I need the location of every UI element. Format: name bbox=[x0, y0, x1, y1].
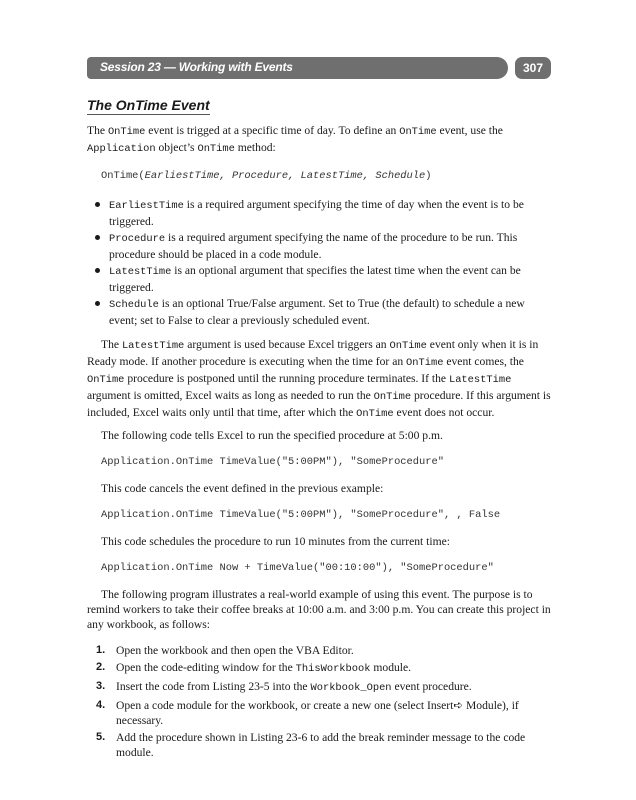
list-item: 1. Open the workbook and then open the VBA Editor. bbox=[96, 644, 354, 657]
list-item: 3. Insert the code from Listing 23-5 into the Workbook_Open event procedure. bbox=[96, 680, 472, 694]
code-intro-1: The following code tells Excel to run the specified procedure at 5:00 p.m. bbox=[101, 429, 443, 442]
bullet-icon bbox=[95, 235, 100, 240]
list-item: LatestTime is an optional argument that specifies the latest time when the event can be triggered. bbox=[87, 263, 551, 295]
page-body bbox=[87, 97, 551, 762]
section-title: The OnTime Event bbox=[87, 97, 210, 113]
bullet-icon bbox=[95, 301, 100, 306]
intro-paragraph: The OnTime event is trigged at a specific time of day. To define an OnTime event, use the Application object’s OnTime method: bbox=[87, 124, 503, 155]
code-example-2: Application.OnTime TimeValue("5:00PM"), "SomeProcedure", , False bbox=[101, 509, 501, 521]
list-item: 5. Add the procedure shown in Listing 23-6 to add the break reminder message to the code module. bbox=[96, 731, 526, 759]
header-title: Session 23 — Working with Events bbox=[100, 60, 293, 74]
menu-arrow-icon: ➪ bbox=[453, 699, 464, 712]
list-item: EarliestTime is a required argument specifying the time of day when the event is to be triggered. bbox=[87, 197, 551, 229]
list-item: 4. Open a code module for the workbook, or create a new one (select Insert➪ Module), if necessary. bbox=[96, 699, 519, 727]
page-number: 307 bbox=[515, 57, 551, 79]
bullet-icon bbox=[95, 202, 100, 207]
latesttime-paragraph: The LatestTime argument is used because Excel triggers an OnTime event only when it is in Ready mode. If another procedure is executing when the time for an OnTime event comes, the OnTime procedure is postponed until the running procedure terminates. If the LatestTime argument is omitted, Excel waits as long as needed to run the OnTime procedure. If this argument is included, Excel waits only until that time, after which the OnTime event does not occur. bbox=[87, 338, 551, 420]
list-item: 2. Open the code-editing window for the ThisWorkbook module. bbox=[96, 661, 412, 675]
code-intro-3: This code schedules the procedure to run 10 minutes from the current time: bbox=[101, 535, 450, 548]
code-example-3: Application.OnTime Now + TimeValue("00:10:00"), "SomeProcedure" bbox=[101, 562, 494, 574]
code-example-1: Application.OnTime TimeValue("5:00PM"), "SomeProcedure" bbox=[101, 456, 444, 468]
list-item: Procedure is a required argument specifying the name of the procedure to be run. This procedure should be placed in a code module. bbox=[87, 230, 551, 262]
steps-list bbox=[87, 643, 551, 760]
program-paragraph: The following program illustrates a real-world example of using this event. The purpose is to remind workers to take their coffee breaks at 10:00 a.m. and 3:00 p.m. You can create this project in any workbook, as follows: bbox=[87, 588, 551, 631]
running-header bbox=[87, 57, 508, 79]
bullet-icon bbox=[95, 268, 100, 273]
code-intro-2: This code cancels the event defined in the previous example: bbox=[101, 482, 384, 495]
argument-list bbox=[87, 197, 551, 328]
syntax-code: OnTime(EarliestTime, Procedure, LatestTime, Schedule) bbox=[101, 170, 432, 182]
list-item: Schedule is an optional True/False argument. Set to True (the default) to schedule a new event; set to False to clear a previously scheduled event. bbox=[87, 296, 551, 328]
